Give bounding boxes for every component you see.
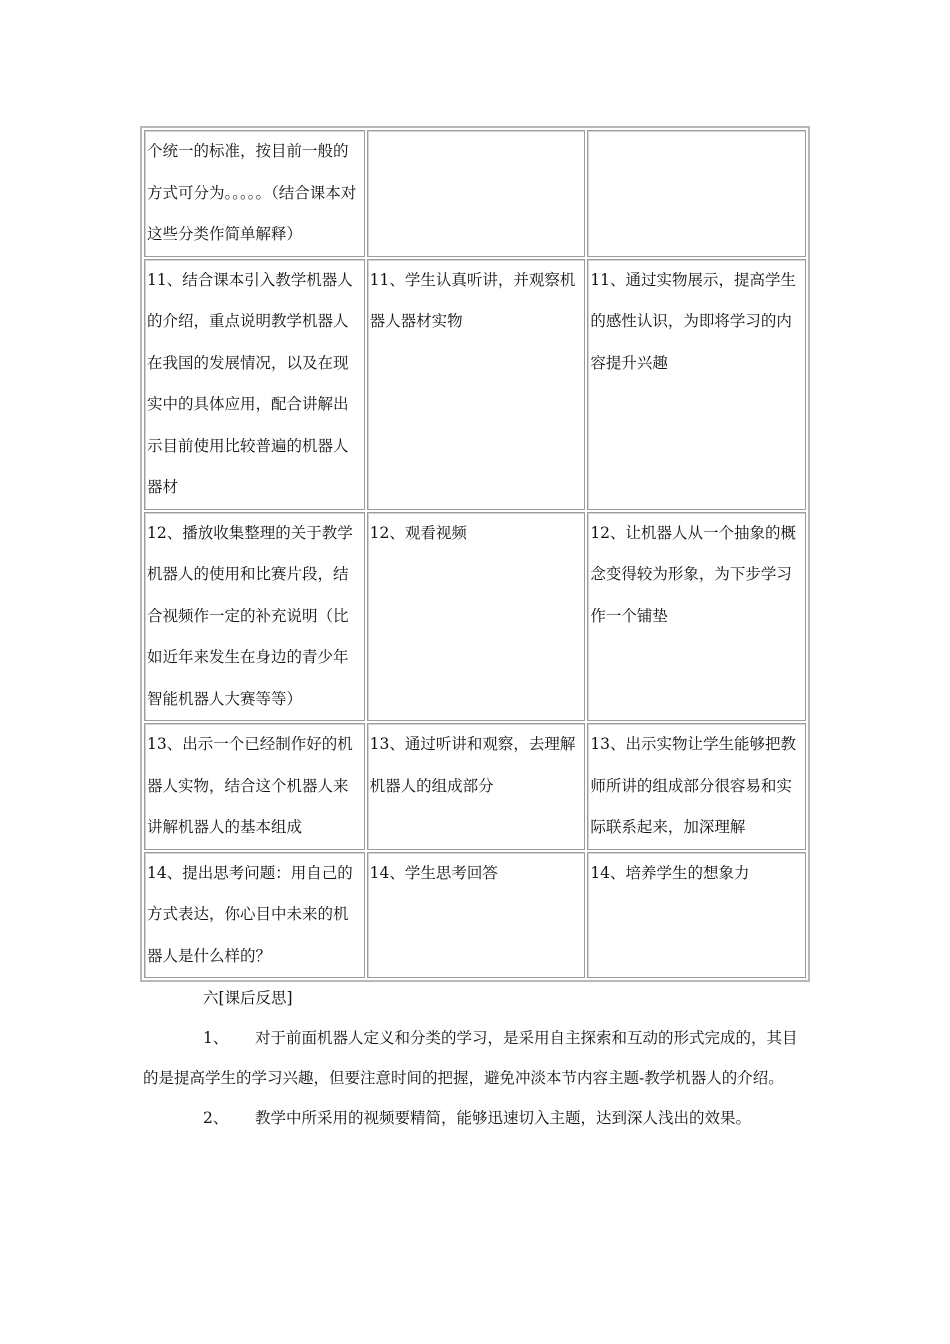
reflection-item: [143, 1098, 811, 1138]
student-activity-cell: 12、观看视频: [367, 512, 586, 722]
student-activity-cell: 14、学生思考回答: [367, 852, 586, 979]
design-intent-cell: 11、通过实物展示，提高学生的感性认识，为即将学习的内容提升兴趣: [587, 259, 806, 510]
table-row: [144, 723, 806, 850]
teacher-activity-cell: 12、播放收集整理的关于教学机器人的使用和比赛片段，结合视频作一定的补充说明（比如近年来发生在身边的青少年智能机器人大赛等等）: [144, 512, 365, 722]
item-number: 2、: [203, 1109, 229, 1127]
student-activity-cell: 11、学生认真听讲，并观察机器人器材实物: [367, 259, 586, 510]
section-heading: 六[课后反思]: [203, 989, 293, 1007]
table-row: [144, 130, 806, 257]
student-activity-cell: 13、通过听讲和观察，去理解机器人的组成部分: [367, 723, 586, 850]
item-text: 对于前面机器人定义和分类的学习，是采用自主探索和互动的形式完成的，其目的是提高学生的学习兴趣，但要注意时间的把握，避免冲淡本节内容主题-教学机器人的介绍。: [143, 1029, 798, 1087]
design-intent-cell: 13、出示实物让学生能够把教师所讲的组成部分很容易和实际联系起来，加深理解: [587, 723, 806, 850]
reflection-section: [143, 978, 811, 1138]
table-row: [144, 852, 806, 979]
teacher-activity-cell: 个统一的标准，按目前一般的方式可分为。。。。。（结合课本对这些分类作简单解释）: [144, 130, 365, 257]
design-intent-cell: 12、让机器人从一个抽象的概念变得较为形象，为下步学习作一个铺垫: [587, 512, 806, 722]
item-number: 1、: [203, 1029, 229, 1047]
teacher-activity-cell: 13、出示一个已经制作好的机器人实物，结合这个机器人来讲解机器人的基本组成: [144, 723, 365, 850]
table-row: [144, 512, 806, 722]
teacher-activity-cell: 14、提出思考问题：用自己的方式表达，你心目中未来的机器人是什么样的？: [144, 852, 365, 979]
table-row: [144, 259, 806, 510]
design-intent-cell: [587, 130, 806, 257]
student-activity-cell: [367, 130, 586, 257]
design-intent-cell: 14、培养学生的想象力: [587, 852, 806, 979]
reflection-item: [143, 1018, 811, 1098]
lesson-plan-table: [140, 126, 810, 982]
teacher-activity-cell: 11、结合课本引入教学机器人的介绍，重点说明教学机器人在我国的发展情况，以及在现实中的具体应用，配合讲解出示目前使用比较普遍的机器人器材: [144, 259, 365, 510]
item-text: 教学中所采用的视频要精简，能够迅速切入主题，达到深人浅出的效果。: [255, 1109, 752, 1127]
